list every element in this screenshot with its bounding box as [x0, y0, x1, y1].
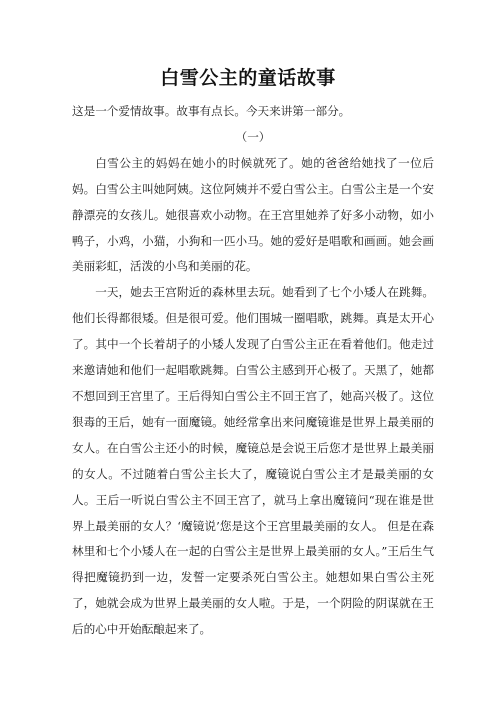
document-title: 白雪公主的童话故事 [160, 67, 336, 89]
intro-paragraph: 这是一个爱情故事。故事有点长。今天来讲第一部分。 [72, 104, 351, 118]
document-body [72, 99, 434, 643]
section-marker: （一） [235, 129, 271, 144]
paragraph: 白雪公主的妈妈在她小的时候就死了。她的爸爸给她找了一位后妈。白雪公主叫她阿姨。这位阿姨并不爱白雪公主。白雪公主是一个安静漂亮的女孩儿。她很喜欢小动物。在王宫里她养了好多小动物，如小鸭子，小鸡，小猫，小狗和一匹小马。她的爱好是唱歌和画画。她会画美丽彩虹，活泼的小鸟和美丽的花。 [72, 155, 434, 274]
paragraph: 一天，她去王宫附近的森林里去玩。她看到了七个小矮人在跳舞。他们长得都很矮。但是很可爱。他们围城一圈唱歌，跳舞。真是太开心了。其中一个长着胡子的小矮人发现了白雪公主正在看着他们。他走过来邀请她和他们一起唱歌跳舞。白雪公主感到开心极了。天黑了，她都不想回到王宫里了。王后得知白雪公主不回王宫了，她高兴极了。这位狠毒的王后，她有一面魔镜。她经常拿出来问魔镜谁是世界上最美丽的女人。在白雪公主还小的时候，魔镜总是会说王后您才是世界上最美丽的女人。不过随着白雪公主长大了，魔镜说白雪公主才是最美丽的女人。王后一听说白雪公主不回王宫了，就马上拿出魔镜问“现在谁是世界上最美丽的女人？‘魔镜说’您是这个王宫里最美丽的女人。 但是在森林里和七个小矮人在一起的白雪公主是世界上最美丽的女人。”王后生气得把魔镜扔到一边，发誓一定要杀死白雪公主。她想如果白雪公主死了，她就会成为世界上最美丽的女人啦。于是，一个阴险的阴谋就在王后的心中开始酝酿起来了。 [72, 285, 434, 637]
